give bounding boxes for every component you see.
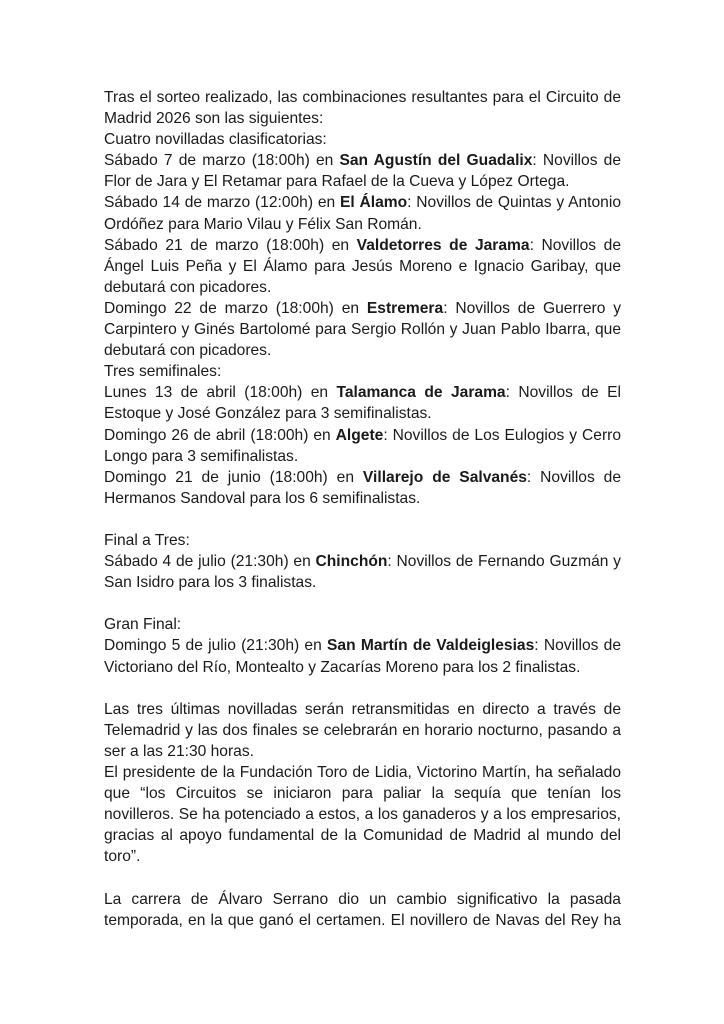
event-details: : Novillos de Flor de Jara y El Retamar para Rafael de la Cueva y López Ortega.	[104, 152, 621, 191]
event-details: : Novillos de El Estoque y José González para 3 semifinalistas.	[104, 384, 621, 423]
event-date: Sábado 7 de marzo (18:00h) en	[104, 152, 340, 170]
clasificatoria-item	[104, 150, 621, 192]
intro-paragraph: Tras el sorteo realizado, las combinaciones resultantes para el Circuito de Madrid 2026 son las siguientes:	[104, 89, 621, 128]
quote-paragraph: El presidente de la Fundación Toro de Lidia, Victorino Martín, ha señalado que “los Circuitos se iniciaron para paliar la sequía que tenían los novilleros. Se ha potenciado a estos, a los ganaderos y a los empresarios, gracias al apoyo fundamental de la Comunidad de Madrid al mundo del toro”.	[104, 764, 621, 866]
event-details: : Novillos de Victoriano del Río, Montealto y Zacarías Moreno para los 2 finalistas.	[104, 637, 622, 676]
event-date: Domingo 5 de julio (21:30h) en	[104, 637, 328, 655]
event-date: Domingo 22 de marzo (18:00h) en	[104, 299, 367, 317]
paragraph-spacer	[104, 509, 621, 530]
document-body	[104, 87, 621, 931]
event-details: : Novillos de Quintas y Antonio Ordóñez para Mario Vilau y Félix San Román.	[104, 194, 621, 233]
event-details: : Novillos de Hermanos Sandoval para los 6 semifinalistas.	[104, 468, 622, 507]
semifinal-item	[104, 467, 621, 509]
final-tres-item	[104, 551, 621, 593]
event-place: Estremera	[366, 299, 444, 317]
semifinal-item	[104, 382, 621, 424]
serrano-paragraph: La carrera de Álvaro Serrano dio un cambio significativo la pasada temporada, en la que ganó el certamen. El novillero de Navas del Rey ha	[104, 890, 621, 929]
semifinales-heading: Tres semifinales:	[104, 363, 222, 381]
tv-paragraph: Las tres últimas novilladas serán retransmitidas en directo a través de Telemadrid y las dos finales se celebrarán en horario nocturno, pasando a ser a las 21:30 horas.	[104, 700, 621, 760]
event-place: Valdetorres de Jarama	[356, 236, 530, 254]
gran-final-heading: Gran Final:	[104, 616, 182, 634]
event-place: Talamanca de Jarama	[336, 384, 506, 402]
clasificatoria-item	[104, 192, 621, 234]
event-details: : Novillos de Fernando Guzmán y San Isidro para los 3 finalistas.	[104, 553, 621, 592]
paragraph-spacer	[104, 867, 621, 888]
event-details: : Novillos de Ángel Luis Peña y El Álamo para Jesús Moreno e Ignacio Garibay, que debutará con picadores.	[104, 236, 621, 296]
event-date: Sábado 21 de marzo (18:00h) en	[104, 236, 357, 254]
clasificatorias-heading: Cuatro novilladas clasificatorias:	[104, 131, 327, 149]
event-place: Chinchón	[315, 553, 388, 571]
event-place: San Agustín del Guadalix	[339, 152, 533, 170]
event-details: : Novillos de Los Eulogios y Cerro Longo para 3 semifinalistas.	[104, 426, 622, 465]
gran-final-item	[104, 635, 621, 677]
event-place: El Álamo	[339, 194, 408, 212]
event-date: Sábado 14 de marzo (12:00h) en	[104, 194, 340, 212]
event-place: Algete	[335, 426, 384, 444]
event-date: Domingo 21 de junio (18:00h) en	[104, 468, 363, 486]
event-place: San Martín de Valdeiglesias	[327, 637, 535, 655]
clasificatoria-item	[104, 298, 621, 361]
event-date: Domingo 26 de abril (18:00h) en	[104, 426, 336, 444]
clasificatoria-item	[104, 235, 621, 298]
final-tres-heading: Final a Tres:	[104, 531, 190, 549]
semifinal-item	[104, 425, 621, 467]
paragraph-spacer	[104, 593, 621, 614]
event-details: : Novillos de Guerrero y Carpintero y Ginés Bartolomé para Sergio Rollón y Juan Pablo Ibarra, que debutará con picadores.	[104, 299, 622, 360]
event-date: Sábado 4 de julio (21:30h) en	[104, 553, 316, 571]
event-place: Villarejo de Salvanés	[362, 468, 527, 486]
event-date: Lunes 13 de abril (18:00h) en	[104, 384, 337, 402]
paragraph-spacer	[104, 678, 621, 699]
